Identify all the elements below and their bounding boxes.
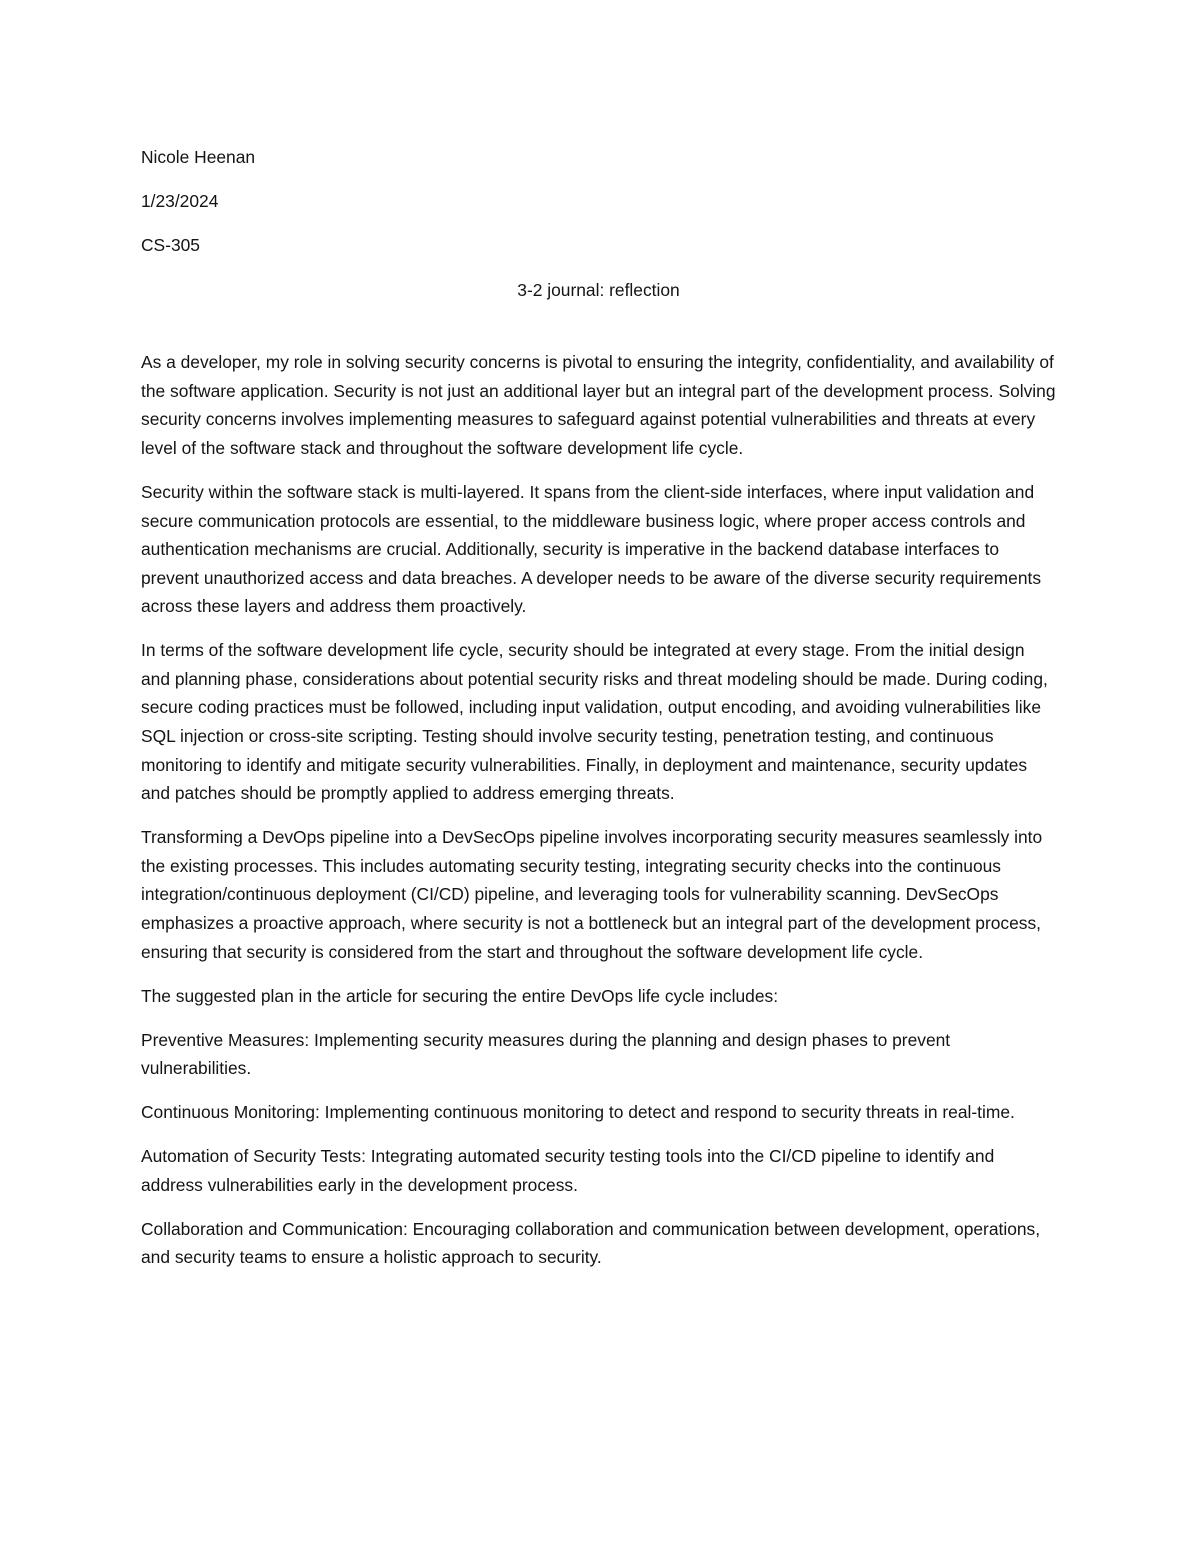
paragraph-plan-intro: The suggested plan in the article for securing the entire DevOps life cycle includes: — [141, 985, 779, 1006]
author-name: Nicole Heenan — [141, 147, 256, 167]
paragraph-sdlc: In terms of the software development life cycle, security should be integrated at every stage. From the initial design and planning phase, considerations about potential security risks and threat modeling should be made. During coding, secure coding practices must be followed, including input validation, output encoding, and avoiding vulnerabilities like SQL injection or cross-site scripting. Testing should involve security testing, penetration testing, and continuous monitoring to identify and mitigate security vulnerabilities. Finally, in deployment and maintenance, security updates and patches should be promptly applied to address emerging threats. — [141, 640, 1048, 804]
document-date: 1/23/2024 — [141, 191, 219, 212]
document-body — [141, 348, 1056, 1272]
paragraph-preventive-measures: Preventive Measures: Implementing security measures during the planning and design phases to prevent vulnerabilities. — [141, 1029, 951, 1079]
document-title: 3-2 journal: reflection — [517, 279, 680, 300]
paragraph-developer-role: As a developer, my role in solving security concerns is pivotal to ensuring the integrity, confidentiality, and availability of the software application. Security is not just an additional layer but an integral part of the development process. Solving security concerns involves implementing measures to safeguard against potential vulnerabilities and threats at every level of the software stack and throughout the software development life cycle. — [141, 352, 1056, 458]
paragraph-automation-security-tests: Automation of Security Tests: Integrating automated security testing tools into the CI/CD pipeline to identify and address vulnerabilities early in the development process. — [141, 1146, 995, 1195]
document-page — [141, 143, 1056, 1287]
course-code: CS-305 — [141, 235, 200, 256]
paragraph-collaboration: Collaboration and Communication: Encouraging collaboration and communication between development, operations, and security teams to ensure a holistic approach to security. — [141, 1218, 1041, 1268]
paragraph-software-stack: Security within the software stack is multi-layered. It spans from the client-side interfaces, where input validation and secure communication protocols are essential, to the middleware business logic, where proper access controls and authentication mechanisms are crucial. Additionally, security is imperative in the backend database interfaces to prevent unauthorized access and data breaches. A developer needs to be aware of the diverse security requirements across these layers and address them proactively. — [141, 481, 1042, 617]
paragraph-devsecops: Transforming a DevOps pipeline into a DevSecOps pipeline involves incorporating security measures seamlessly into the existing processes. This includes automating security testing, integrating security checks into the continuous integration/continuous deployment (CI/CD) pipeline, and leveraging tools for vulnerability scanning. DevSecOps emphasizes a proactive approach, where security is not a bottleneck but an integral part of the development process, ensuring that security is considered from the start and throughout the software development life cycle. — [141, 827, 1043, 962]
paragraph-continuous-monitoring: Continuous Monitoring: Implementing continuous monitoring to detect and respond to security threats in real-time. — [141, 1102, 1015, 1123]
